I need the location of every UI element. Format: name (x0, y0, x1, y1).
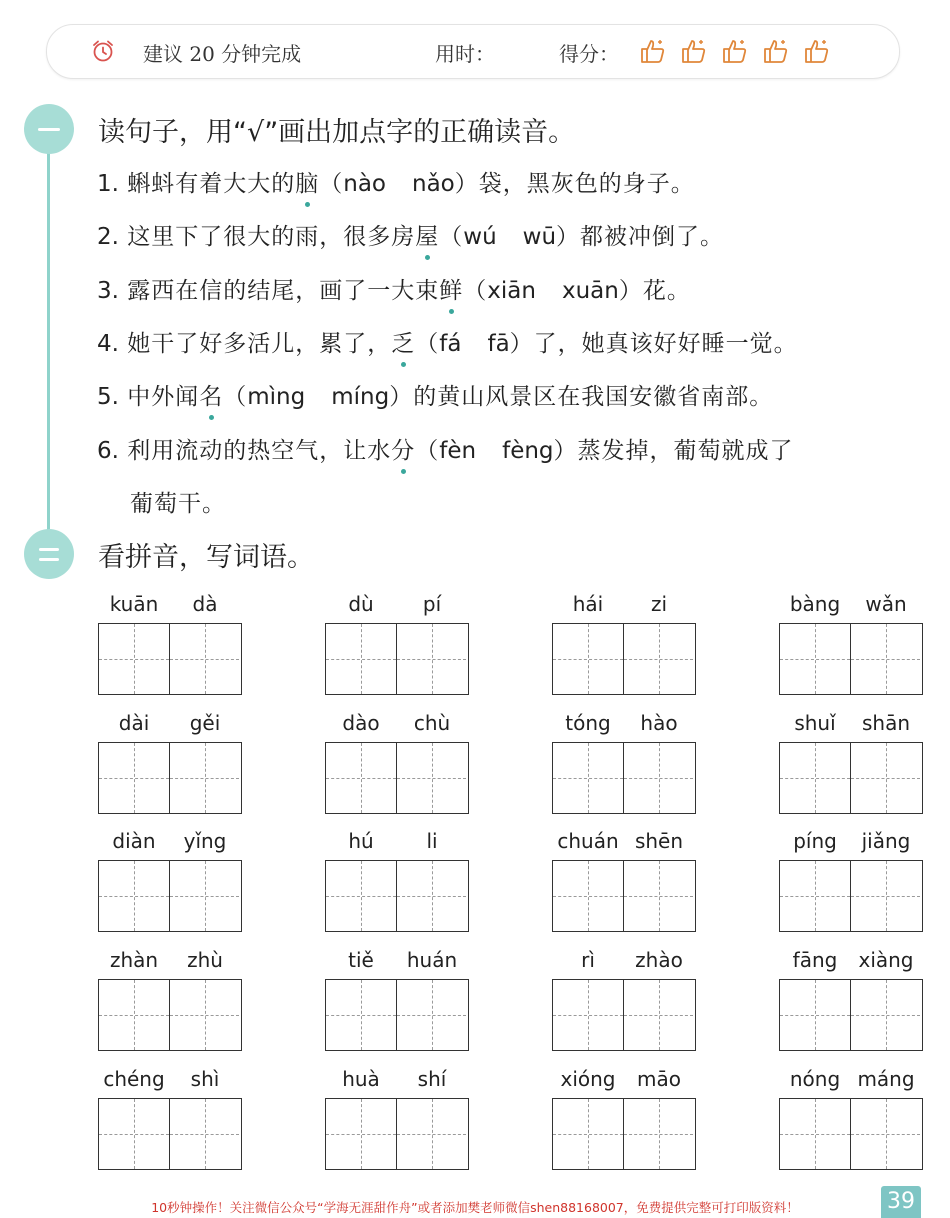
sentence-text: 蝌蚪有着大大的 (127, 171, 296, 197)
writing-cell[interactable] (396, 980, 466, 1050)
paren-open: （ (415, 331, 440, 357)
pinyin-syllable-1: hú (348, 829, 374, 853)
sentence-number: 6. (97, 438, 119, 464)
writing-cell[interactable] (850, 980, 920, 1050)
alarm-clock-icon (91, 39, 115, 63)
thumbs-up-icon[interactable] (680, 37, 708, 65)
pinyin-option-2[interactable]: nǎo (412, 171, 455, 197)
writing-boxes (98, 1098, 242, 1170)
dotted-character: 乏 (391, 325, 415, 358)
pinyin-syllable-1: kuān (109, 592, 159, 616)
writing-cell[interactable] (169, 1099, 239, 1169)
writing-cell[interactable] (623, 980, 693, 1050)
writing-cell[interactable] (553, 743, 623, 813)
pinyin-word-item (552, 592, 696, 702)
sentence-text: 都被冲倒了。 (580, 224, 725, 250)
writing-cell[interactable] (326, 861, 396, 931)
sentence-text: 蒸发掉，葡萄就成了 (577, 438, 794, 464)
writing-cell[interactable] (553, 624, 623, 694)
pinyin-syllable-2: gěi (189, 711, 221, 735)
pinyin-syllable-2: jiǎng (861, 829, 911, 853)
sentence-number: 3. (97, 278, 119, 304)
section-1-title: 读句子，用“√”画出加点字的正确读音。 (98, 117, 576, 148)
writing-cell[interactable] (553, 980, 623, 1050)
pinyin-syllable-2: máng (857, 1067, 915, 1091)
dotted-character: 鲜 (439, 272, 463, 305)
sentence-1 (97, 165, 695, 198)
thumbs-up-icon[interactable] (803, 37, 831, 65)
writing-boxes (98, 860, 242, 932)
writing-boxes (552, 742, 696, 814)
thumbs-up-icon[interactable] (639, 37, 667, 65)
paren-close: ） (553, 438, 578, 464)
sentence-text: 了，她真该好好睡一觉。 (533, 331, 798, 357)
pinyin-syllable-1: huà (342, 1067, 380, 1091)
writing-cell[interactable] (780, 624, 850, 694)
pinyin-syllable-2: shān (861, 711, 911, 735)
writing-cell[interactable] (553, 1099, 623, 1169)
writing-cell[interactable] (780, 1099, 850, 1169)
writing-cell[interactable] (850, 1099, 920, 1169)
pinyin-syllable-1: bàng (789, 592, 841, 616)
pinyin-syllable-1: hái (572, 592, 604, 616)
paren-open: （ (439, 224, 464, 250)
writing-cell[interactable] (553, 861, 623, 931)
pinyin-word-item (98, 829, 242, 939)
writing-cell[interactable] (780, 743, 850, 813)
writing-boxes (98, 742, 242, 814)
section-connector-line (47, 135, 50, 550)
pinyin-word-item (98, 592, 242, 702)
section-1-marker (24, 104, 74, 154)
sentence-text: 的黄山风景区在我国安徽省南部。 (413, 384, 774, 410)
pinyin-syllable-1: zhàn (109, 948, 159, 972)
writing-boxes (552, 623, 696, 695)
pinyin-syllable-2: shí (417, 1067, 447, 1091)
pinyin-word-item (779, 1067, 923, 1177)
pinyin-word-item (779, 711, 923, 821)
sentence-text: 袋，黑灰色的身子。 (478, 171, 695, 197)
pinyin-syllable-2: xiàng (858, 948, 914, 972)
sentence-5 (97, 378, 773, 411)
writing-cell[interactable] (99, 624, 169, 694)
pinyin-word-item (325, 1067, 469, 1177)
sentence-3 (97, 272, 691, 305)
page-number: 39 (881, 1186, 921, 1218)
dotted-character: 脑 (295, 165, 319, 198)
writing-cell[interactable] (396, 743, 466, 813)
writing-cell[interactable] (326, 980, 396, 1050)
pinyin-syllable-1: tiě (348, 948, 374, 972)
pinyin-syllable-1: dù (348, 592, 374, 616)
pinyin-syllable-2: hào (640, 711, 678, 735)
writing-boxes (779, 623, 923, 695)
writing-boxes (552, 860, 696, 932)
pinyin-syllable-2: li (426, 829, 438, 853)
writing-cell[interactable] (99, 861, 169, 931)
pinyin-syllable-2: zi (650, 592, 668, 616)
pinyin-option-1[interactable]: nào (343, 171, 387, 197)
score-thumbs (639, 37, 831, 65)
section-2-title: 看拼音，写词语。 (98, 542, 314, 573)
paren-close: ） (618, 278, 643, 304)
writing-boxes (325, 742, 469, 814)
pinyin-syllable-2: dà (192, 592, 218, 616)
sentence-2 (97, 218, 724, 251)
writing-boxes (325, 1098, 469, 1170)
pinyin-word-item (325, 829, 469, 939)
pinyin-syllable-2: zhù (187, 948, 223, 972)
pinyin-option-1[interactable]: wú (463, 224, 497, 250)
paren-close: ） (556, 224, 581, 250)
writing-cell[interactable] (396, 624, 466, 694)
sentence-text: 露西在信的结尾，画了一大束 (127, 278, 440, 304)
pinyin-syllable-2: shì (190, 1067, 220, 1091)
pinyin-syllable-1: dài (118, 711, 150, 735)
pinyin-word-item (98, 948, 242, 1058)
writing-cell[interactable] (169, 743, 239, 813)
writing-cell[interactable] (99, 743, 169, 813)
pinyin-syllable-1: diàn (112, 829, 156, 853)
pinyin-option-2[interactable]: wū (522, 224, 557, 250)
writing-cell[interactable] (850, 861, 920, 931)
paren-close: ） (389, 384, 414, 410)
paren-open: （ (319, 171, 344, 197)
writing-boxes (779, 1098, 923, 1170)
pinyin-syllable-1: chéng (103, 1067, 165, 1091)
pinyin-syllable-1: xióng (560, 1067, 616, 1091)
writing-cell[interactable] (623, 743, 693, 813)
pinyin-syllable-1: chuán (557, 829, 619, 853)
thumbs-up-icon[interactable] (721, 37, 749, 65)
dotted-character: 分 (391, 432, 415, 465)
paren-open: （ (223, 384, 248, 410)
writing-cell[interactable] (396, 1099, 466, 1169)
writing-boxes (98, 623, 242, 695)
pinyin-syllable-1: rì (581, 948, 595, 972)
suggested-time: 建议 20 分钟完成 (143, 42, 302, 66)
pinyin-word-item (552, 711, 696, 821)
pinyin-syllable-1: nóng (789, 1067, 841, 1091)
dotted-character: 名 (199, 378, 223, 411)
writing-cell[interactable] (396, 861, 466, 931)
pinyin-word-item (779, 829, 923, 939)
writing-boxes (325, 860, 469, 932)
sentence-text: 花。 (642, 278, 691, 304)
sentence-6 (97, 432, 794, 465)
paren-open: （ (463, 278, 488, 304)
pinyin-word-item (98, 1067, 242, 1177)
pinyin-word-item (552, 829, 696, 939)
pinyin-option-1[interactable]: fá (439, 331, 462, 357)
pinyin-option-2[interactable]: fèng (502, 438, 554, 464)
writing-cell[interactable] (169, 980, 239, 1050)
sentence-number: 1. (97, 171, 119, 197)
writing-boxes (552, 1098, 696, 1170)
writing-cell[interactable] (99, 980, 169, 1050)
pinyin-syllable-2: pí (422, 592, 442, 616)
sentence-text: 她干了好多活儿，累了， (127, 331, 392, 357)
writing-cell[interactable] (623, 624, 693, 694)
writing-cell[interactable] (780, 980, 850, 1050)
writing-boxes (779, 742, 923, 814)
pinyin-word-item (779, 948, 923, 1058)
pinyin-option-2[interactable]: fā (487, 331, 510, 357)
writing-boxes (325, 623, 469, 695)
writing-cell[interactable] (850, 743, 920, 813)
pinyin-option-1[interactable]: xiān (487, 278, 536, 304)
pinyin-syllable-2: wǎn (865, 592, 907, 616)
pinyin-syllable-2: huán (406, 948, 458, 972)
pinyin-word-item (325, 711, 469, 821)
dotted-character: 屋 (415, 218, 439, 251)
pinyin-syllable-1: fāng (792, 948, 838, 972)
pinyin-syllable-2: yǐng (183, 829, 227, 853)
score-label: 得分： (559, 42, 619, 66)
pinyin-syllable-1: tóng (565, 711, 611, 735)
sentence-text: 这里下了很大的雨，很多房 (127, 224, 416, 250)
pinyin-word-item (325, 592, 469, 702)
pinyin-word-item (98, 711, 242, 821)
pinyin-syllable-2: zhào (635, 948, 683, 972)
header-bar (46, 24, 900, 79)
sentence-4 (97, 325, 798, 358)
writing-boxes (552, 979, 696, 1051)
sentence-text: 中外闻 (127, 384, 200, 410)
pinyin-syllable-1: shuǐ (794, 711, 836, 735)
sentence-number: 4. (97, 331, 119, 357)
sentence-number: 2. (97, 224, 119, 250)
pinyin-option-1[interactable]: fèn (439, 438, 477, 464)
pinyin-word-item (552, 1067, 696, 1177)
sentence-text: 利用流动的热空气，让水 (127, 438, 392, 464)
thumbs-up-icon[interactable] (762, 37, 790, 65)
time-used-label: 用时： (435, 42, 495, 66)
pinyin-syllable-1: dào (342, 711, 380, 735)
writing-boxes (98, 979, 242, 1051)
footer-notice: 10秒钟操作！关注微信公众号“学海无涯甜作舟”或者添加樊老师微信shen88168007，免费提供完整可打印版资料！ (151, 1200, 799, 1215)
pinyin-word-item (552, 948, 696, 1058)
writing-cell[interactable] (326, 743, 396, 813)
writing-cell[interactable] (169, 624, 239, 694)
writing-boxes (779, 860, 923, 932)
section-2-marker (24, 529, 74, 579)
writing-cell[interactable] (99, 1099, 169, 1169)
sentence-6-continuation: 葡萄干。 (130, 491, 226, 517)
pinyin-word-item (325, 948, 469, 1058)
writing-boxes (325, 979, 469, 1051)
paren-close: ） (509, 331, 534, 357)
pinyin-syllable-2: chù (413, 711, 451, 735)
pinyin-option-2[interactable]: xuān (561, 278, 619, 304)
pinyin-syllable-2: shēn (634, 829, 684, 853)
pinyin-option-1[interactable]: mìng (247, 384, 306, 410)
sentence-number: 5. (97, 384, 119, 410)
pinyin-word-item (779, 592, 923, 702)
pinyin-syllable-1: píng (793, 829, 837, 853)
writing-cell[interactable] (623, 1099, 693, 1169)
writing-cell[interactable] (169, 861, 239, 931)
writing-cell[interactable] (623, 861, 693, 931)
writing-cell[interactable] (780, 861, 850, 931)
paren-close: ） (454, 171, 479, 197)
writing-cell[interactable] (326, 1099, 396, 1169)
paren-open: （ (415, 438, 440, 464)
writing-cell[interactable] (326, 624, 396, 694)
pinyin-syllable-2: māo (637, 1067, 681, 1091)
writing-boxes (779, 979, 923, 1051)
pinyin-option-2[interactable]: míng (331, 384, 390, 410)
writing-cell[interactable] (850, 624, 920, 694)
